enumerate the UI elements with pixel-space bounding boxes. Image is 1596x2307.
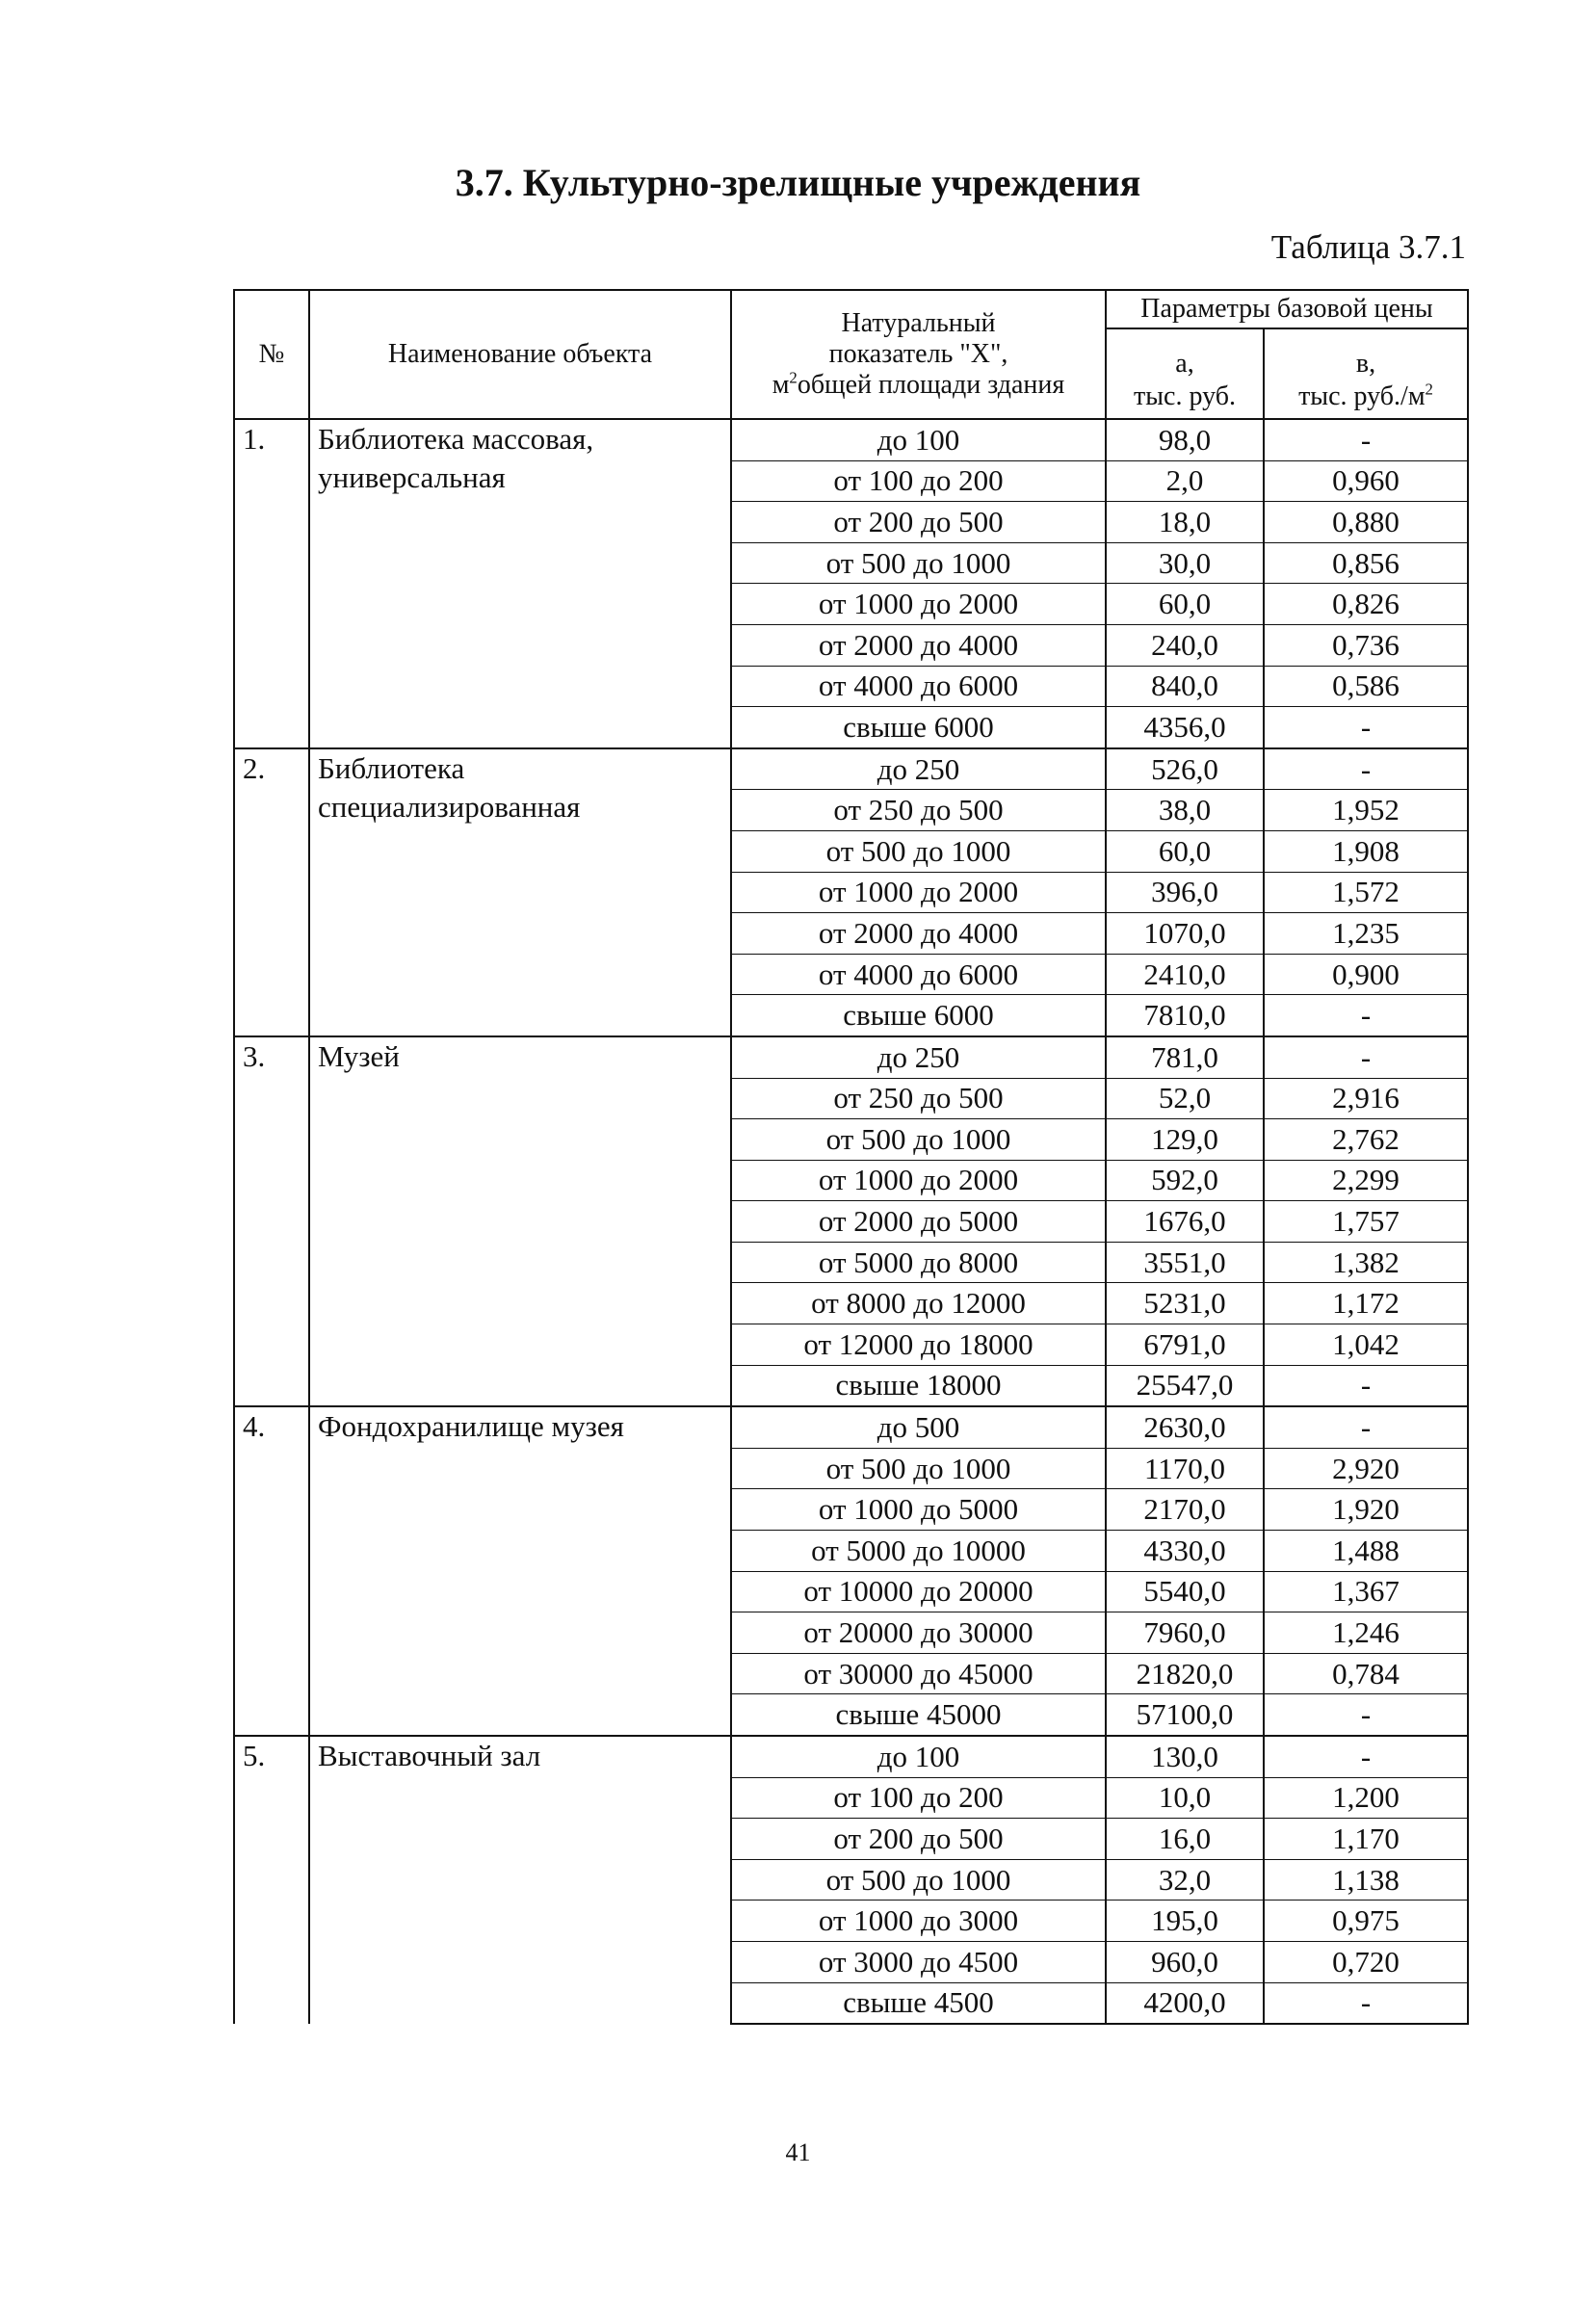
indicator-range: от 8000 до 12000 <box>731 1283 1106 1324</box>
table-label: Таблица 3.7.1 <box>1270 228 1466 266</box>
header-indicator-line3 <box>740 370 1097 401</box>
param-b: 1,246 <box>1264 1612 1468 1654</box>
param-a: 6791,0 <box>1106 1324 1264 1366</box>
header-indicator-unit-sup: 2 <box>789 368 798 387</box>
header-b-label: в, <box>1264 328 1468 381</box>
param-b: 1,757 <box>1264 1201 1468 1243</box>
param-a: 60,0 <box>1106 584 1264 625</box>
param-a: 130,0 <box>1106 1736 1264 1777</box>
param-b: 1,908 <box>1264 830 1468 872</box>
indicator-range: от 5000 до 10000 <box>731 1531 1106 1572</box>
param-a: 5540,0 <box>1106 1571 1264 1612</box>
param-a: 60,0 <box>1106 830 1264 872</box>
param-a: 1170,0 <box>1106 1448 1264 1489</box>
param-a: 2410,0 <box>1106 954 1264 995</box>
header-a-label: а, <box>1106 328 1264 381</box>
param-a: 21820,0 <box>1106 1653 1264 1694</box>
param-b: 1,172 <box>1264 1283 1468 1324</box>
indicator-range: от 200 до 500 <box>731 1819 1106 1860</box>
param-b: 1,572 <box>1264 872 1468 913</box>
param-b: 0,975 <box>1264 1901 1468 1942</box>
param-a: 98,0 <box>1106 419 1264 460</box>
object-name: Фондохранилище музея <box>309 1406 731 1736</box>
header-a-unit: тыс. руб. <box>1106 381 1264 419</box>
param-a: 7810,0 <box>1106 995 1264 1036</box>
indicator-range: от 20000 до 30000 <box>731 1612 1106 1654</box>
param-a: 1070,0 <box>1106 913 1264 955</box>
param-b: 0,784 <box>1264 1653 1468 1694</box>
object-name: Библиотека массовая, универсальная <box>309 419 731 748</box>
header-num: № <box>234 290 309 419</box>
param-b: 0,960 <box>1264 460 1468 502</box>
param-a: 2,0 <box>1106 460 1264 502</box>
param-a: 4200,0 <box>1106 1982 1264 2024</box>
param-b: - <box>1264 748 1468 790</box>
indicator-range: свыше 4500 <box>731 1982 1106 2024</box>
indicator-range: свыше 18000 <box>731 1365 1106 1406</box>
param-a: 52,0 <box>1106 1078 1264 1119</box>
indicator-range: от 12000 до 18000 <box>731 1324 1106 1366</box>
param-b: 0,736 <box>1264 624 1468 666</box>
param-b: 0,586 <box>1264 666 1468 707</box>
param-b: 0,880 <box>1264 502 1468 543</box>
param-a: 526,0 <box>1106 748 1264 790</box>
param-a: 960,0 <box>1106 1941 1264 1982</box>
param-a: 38,0 <box>1106 790 1264 831</box>
param-b: 2,916 <box>1264 1078 1468 1119</box>
param-a: 16,0 <box>1106 1819 1264 1860</box>
param-b: - <box>1264 1036 1468 1078</box>
param-b: 1,138 <box>1264 1859 1468 1901</box>
indicator-range: от 500 до 1000 <box>731 1859 1106 1901</box>
param-a: 396,0 <box>1106 872 1264 913</box>
table-row <box>234 1736 1468 1777</box>
param-a: 2170,0 <box>1106 1489 1264 1531</box>
indicator-range: от 500 до 1000 <box>731 1448 1106 1489</box>
param-b: - <box>1264 707 1468 748</box>
indicator-range: от 500 до 1000 <box>731 1119 1106 1161</box>
indicator-range: от 250 до 500 <box>731 1078 1106 1119</box>
param-b: 1,200 <box>1264 1777 1468 1819</box>
param-a: 57100,0 <box>1106 1694 1264 1736</box>
param-b: 1,235 <box>1264 913 1468 955</box>
header-indicator-line2: показатель "Х", <box>828 338 1008 369</box>
price-table <box>233 289 1469 2025</box>
param-b: - <box>1264 419 1468 460</box>
param-a: 25547,0 <box>1106 1365 1264 1406</box>
indicator-range: от 5000 до 8000 <box>731 1242 1106 1283</box>
param-b: 0,856 <box>1264 542 1468 584</box>
object-number: 2. <box>234 748 309 1036</box>
param-a: 781,0 <box>1106 1036 1264 1078</box>
indicator-range: до 500 <box>731 1406 1106 1448</box>
indicator-range: свыше 45000 <box>731 1694 1106 1736</box>
object-name: Музей <box>309 1036 731 1406</box>
param-a: 4330,0 <box>1106 1531 1264 1572</box>
object-number: 1. <box>234 419 309 748</box>
param-a: 3551,0 <box>1106 1242 1264 1283</box>
param-b: 1,042 <box>1264 1324 1468 1366</box>
param-a: 18,0 <box>1106 502 1264 543</box>
indicator-range: от 100 до 200 <box>731 1777 1106 1819</box>
param-b: - <box>1264 1406 1468 1448</box>
header-b-unit-sup: 2 <box>1425 381 1433 399</box>
param-b: 0,900 <box>1264 954 1468 995</box>
header-b-unit-text: тыс. руб./м <box>1298 381 1426 411</box>
param-a: 10,0 <box>1106 1777 1264 1819</box>
header-name: Наименование объекта <box>309 290 731 419</box>
indicator-range: до 250 <box>731 748 1106 790</box>
object-name: Выставочный зал <box>309 1736 731 2024</box>
section-title: 3.7. Культурно-зрелищные учреждения <box>455 161 1141 204</box>
param-a: 2630,0 <box>1106 1406 1264 1448</box>
indicator-range: от 1000 до 3000 <box>731 1901 1106 1942</box>
indicator-range: свыше 6000 <box>731 995 1106 1036</box>
param-b: - <box>1264 1694 1468 1736</box>
param-a: 240,0 <box>1106 624 1264 666</box>
param-b: 0,720 <box>1264 1941 1468 1982</box>
param-b: 0,826 <box>1264 584 1468 625</box>
param-a: 30,0 <box>1106 542 1264 584</box>
param-a: 7960,0 <box>1106 1612 1264 1654</box>
indicator-range: до 250 <box>731 1036 1106 1078</box>
param-a: 840,0 <box>1106 666 1264 707</box>
param-b: 1,367 <box>1264 1571 1468 1612</box>
indicator-range: от 3000 до 4500 <box>731 1941 1106 1982</box>
header-indicator <box>731 290 1106 419</box>
param-b: 2,920 <box>1264 1448 1468 1489</box>
param-b: 1,170 <box>1264 1819 1468 1860</box>
object-number: 4. <box>234 1406 309 1736</box>
indicator-range: до 100 <box>731 1736 1106 1777</box>
indicator-range: от 2000 до 4000 <box>731 624 1106 666</box>
object-number: 3. <box>234 1036 309 1406</box>
param-a: 4356,0 <box>1106 707 1264 748</box>
table-row <box>234 1406 1468 1448</box>
header-indicator-line1: Натуральный <box>841 307 996 338</box>
param-b: 1,952 <box>1264 790 1468 831</box>
indicator-range: от 500 до 1000 <box>731 830 1106 872</box>
table-row <box>234 1036 1468 1078</box>
param-a: 592,0 <box>1106 1160 1264 1201</box>
param-b: 1,382 <box>1264 1242 1468 1283</box>
table-row <box>234 419 1468 460</box>
header-b-unit <box>1264 381 1468 419</box>
indicator-range: от 500 до 1000 <box>731 542 1106 584</box>
param-a: 195,0 <box>1106 1901 1264 1942</box>
param-b: 1,488 <box>1264 1531 1468 1572</box>
indicator-range: до 100 <box>731 419 1106 460</box>
indicator-range: от 1000 до 2000 <box>731 872 1106 913</box>
page-number: 41 <box>785 2138 811 2166</box>
indicator-range: от 4000 до 6000 <box>731 954 1106 995</box>
table-row <box>234 748 1468 790</box>
indicator-range: свыше 6000 <box>731 707 1106 748</box>
param-a: 32,0 <box>1106 1859 1264 1901</box>
indicator-range: от 200 до 500 <box>731 502 1106 543</box>
table-header <box>234 290 1468 419</box>
indicator-range: от 1000 до 2000 <box>731 584 1106 625</box>
indicator-range: от 2000 до 4000 <box>731 913 1106 955</box>
table-body <box>234 419 1468 2024</box>
indicator-range: от 1000 до 5000 <box>731 1489 1106 1531</box>
param-b: 1,920 <box>1264 1489 1468 1531</box>
indicator-range: от 30000 до 45000 <box>731 1653 1106 1694</box>
param-a: 5231,0 <box>1106 1283 1264 1324</box>
param-b: - <box>1264 1736 1468 1777</box>
object-number: 5. <box>234 1736 309 2024</box>
param-a: 1676,0 <box>1106 1201 1264 1243</box>
header-indicator-rest: общей площади здания <box>797 370 1065 401</box>
indicator-range: от 4000 до 6000 <box>731 666 1106 707</box>
indicator-range: от 100 до 200 <box>731 460 1106 502</box>
header-indicator-unit: м <box>772 370 790 401</box>
param-b: - <box>1264 1982 1468 2024</box>
object-name: Библиотека специализированная <box>309 748 731 1036</box>
indicator-range: от 10000 до 20000 <box>731 1571 1106 1612</box>
header-params: Параметры базовой цены <box>1106 290 1468 328</box>
indicator-range: от 1000 до 2000 <box>731 1160 1106 1201</box>
indicator-range: от 250 до 500 <box>731 790 1106 831</box>
param-b: 2,762 <box>1264 1119 1468 1161</box>
param-b: - <box>1264 995 1468 1036</box>
param-a: 129,0 <box>1106 1119 1264 1161</box>
indicator-range: от 2000 до 5000 <box>731 1201 1106 1243</box>
param-b: 2,299 <box>1264 1160 1468 1201</box>
param-b: - <box>1264 1365 1468 1406</box>
